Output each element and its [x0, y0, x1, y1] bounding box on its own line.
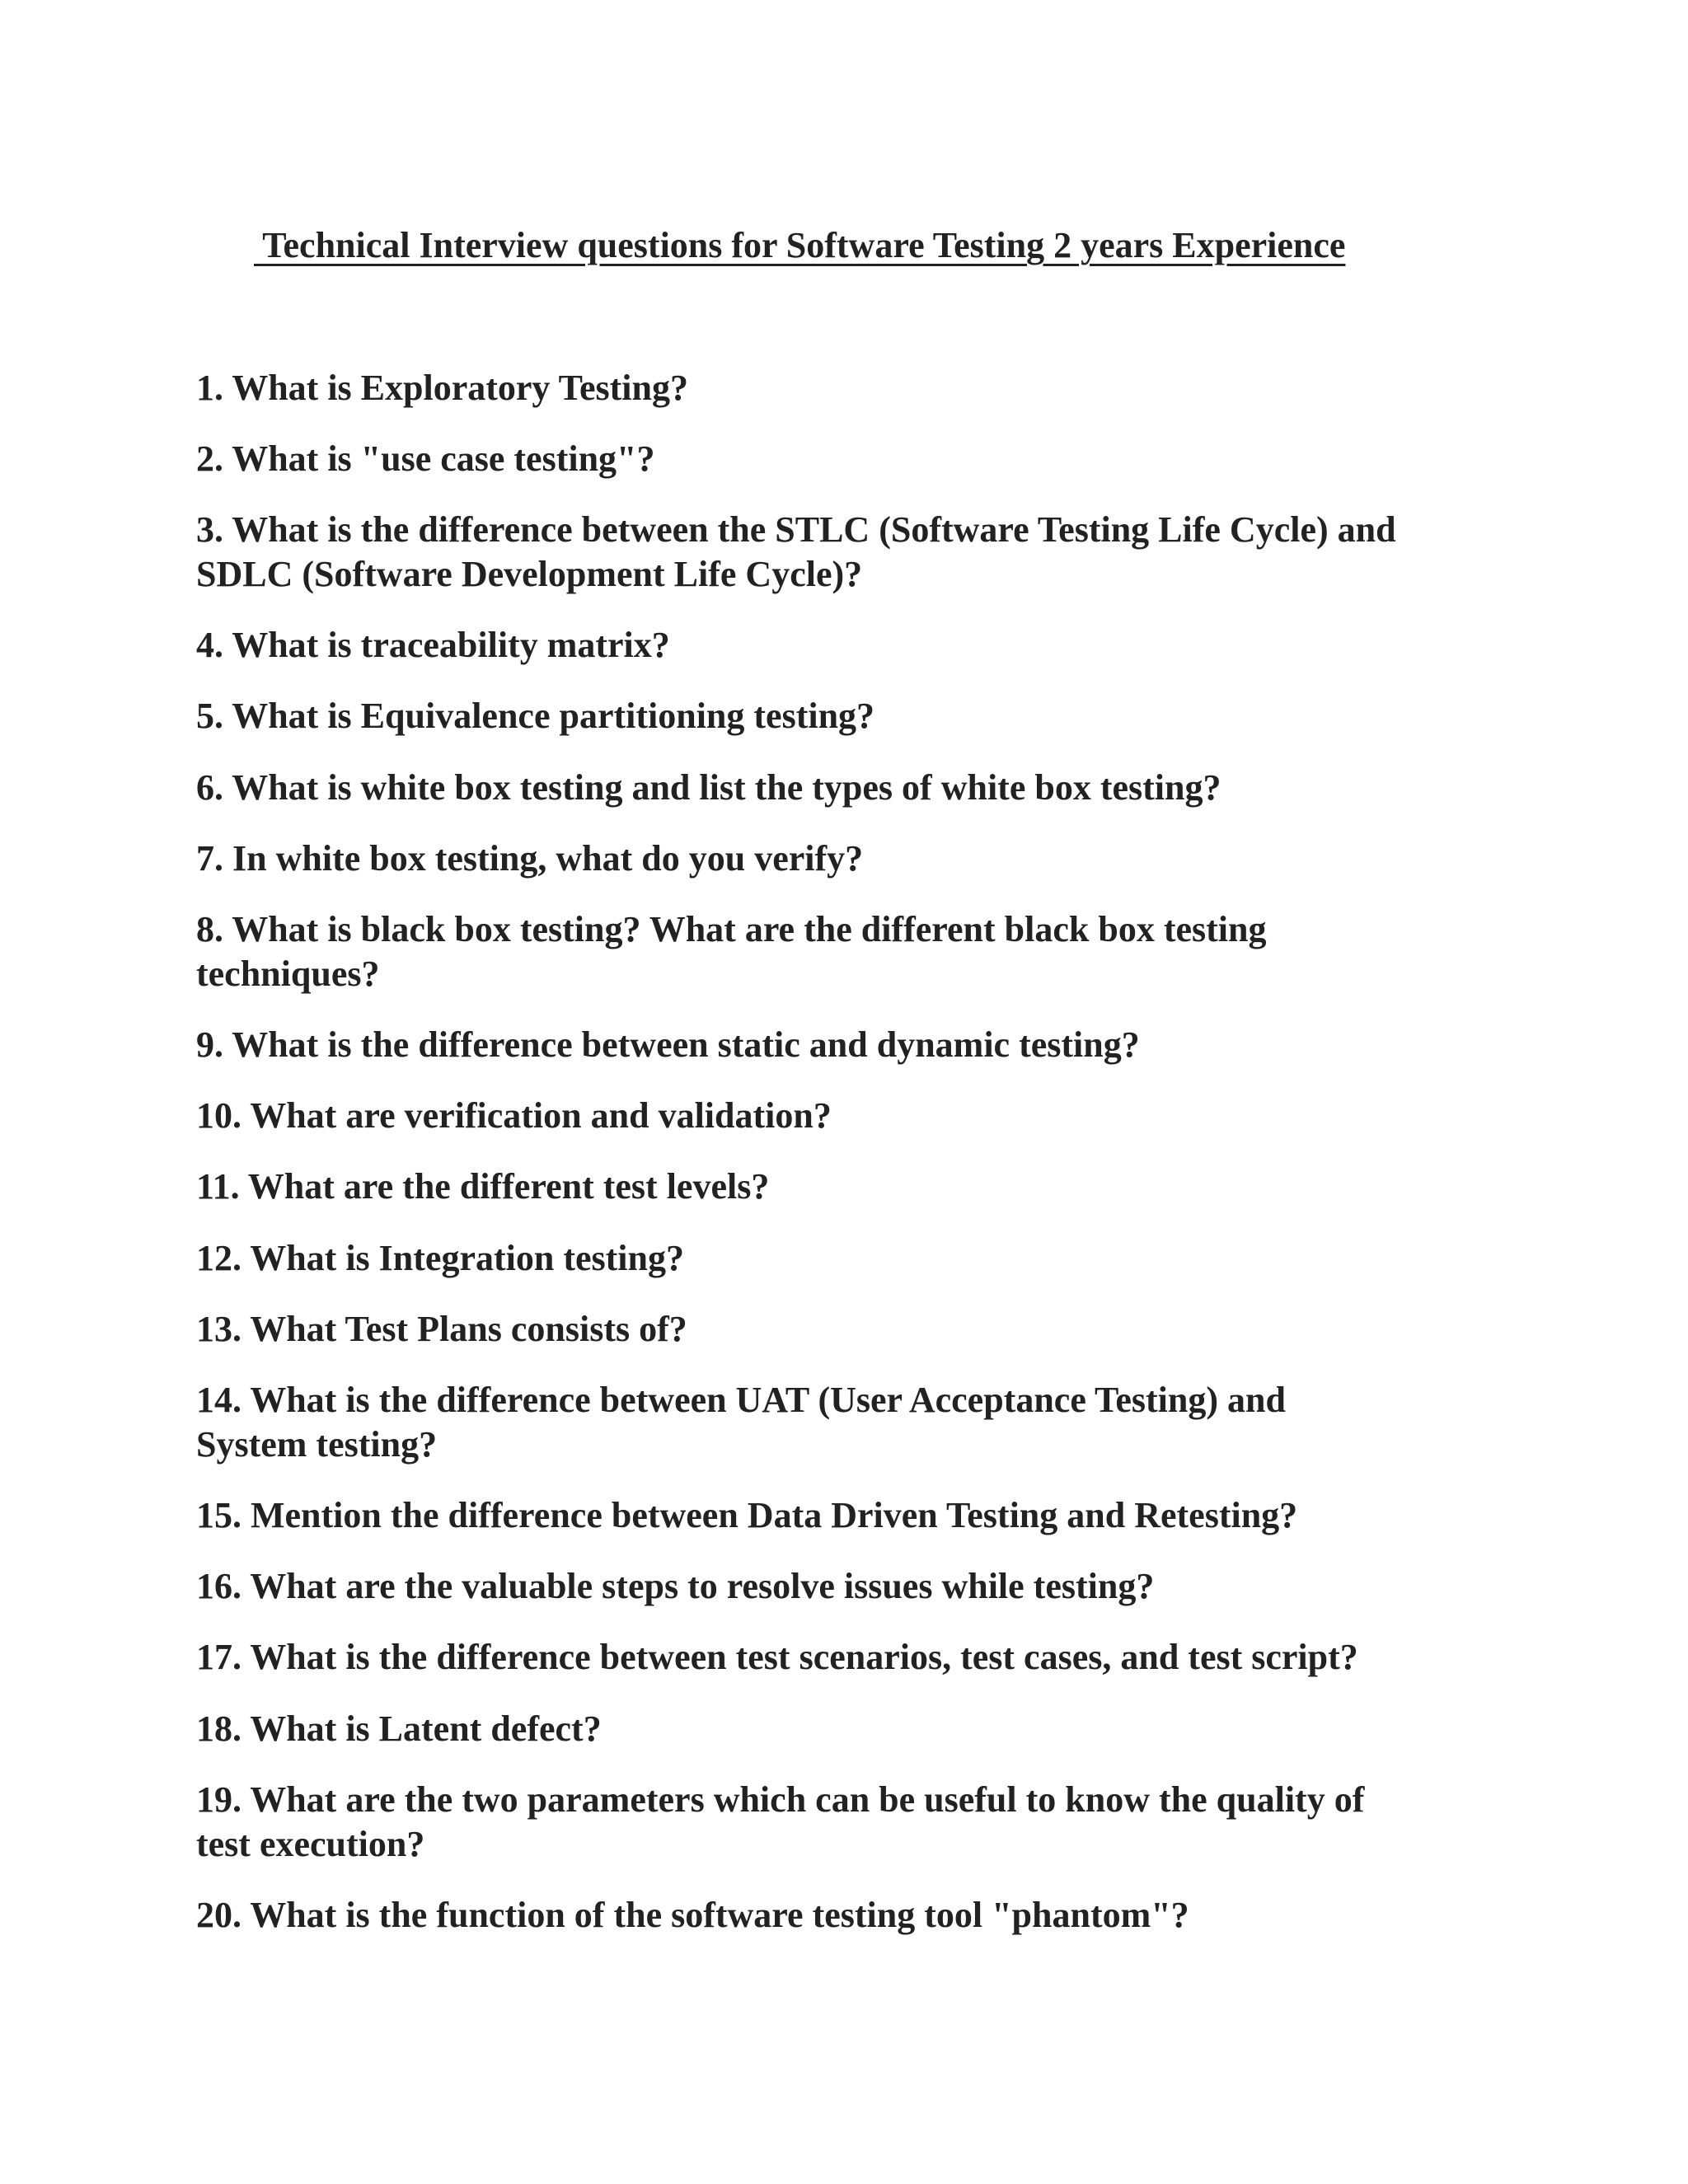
question-item	[196, 837, 1515, 881]
question-item	[196, 1094, 1515, 1138]
question-item	[196, 1493, 1515, 1538]
question-line: 19. What are the two parameters which can be useful to know the quality of	[196, 1779, 1365, 1820]
question-line: 16. What are the valuable steps to resolve issues while testing?	[196, 1566, 1155, 1606]
question-line: 8. What is black box testing? What are the different black box testing	[196, 909, 1267, 949]
question-item	[196, 1778, 1515, 1867]
question-line: SDLC (Software Development Life Cycle)?	[196, 554, 863, 594]
question-line: test execution?	[196, 1824, 425, 1864]
question-item	[196, 1707, 1515, 1751]
question-item	[196, 366, 1515, 410]
question-line: 18. What is Latent defect?	[196, 1708, 602, 1749]
question-line: 17. What is the difference between test scenarios, test cases, and test script?	[196, 1637, 1358, 1677]
question-item	[196, 766, 1515, 810]
question-item	[196, 1307, 1515, 1352]
question-line: 6. What is white box testing and list the types of white box testing?	[196, 767, 1221, 808]
question-line: 14. What is the difference between UAT (User Acceptance Testing) and	[196, 1380, 1286, 1420]
question-line: 11. What are the different test levels?	[196, 1166, 770, 1207]
question-line: 2. What is "use case testing"?	[196, 438, 655, 479]
document-title: Technical Interview questions for Software Testing 2 years Experience	[254, 225, 1346, 265]
question-item	[196, 508, 1515, 597]
question-line: 5. What is Equivalence partitioning testing?	[196, 696, 875, 736]
question-line: techniques?	[196, 954, 380, 994]
question-item	[196, 1236, 1515, 1281]
question-item	[196, 1023, 1515, 1067]
question-line: System testing?	[196, 1424, 438, 1465]
question-line: 12. What is Integration testing?	[196, 1238, 684, 1278]
question-item	[196, 1564, 1515, 1609]
question-item	[196, 1635, 1515, 1680]
question-line: 9. What is the difference between static and dynamic testing?	[196, 1024, 1140, 1065]
question-item	[196, 1378, 1515, 1467]
question-item	[196, 907, 1515, 996]
question-line: 4. What is traceability matrix?	[196, 625, 670, 665]
question-line: 7. In white box testing, what do you verify?	[196, 838, 864, 879]
question-item	[196, 623, 1515, 668]
question-item	[196, 1165, 1515, 1209]
question-line: 15. Mention the difference between Data Driven Testing and Retesting?	[196, 1495, 1298, 1535]
question-item	[196, 694, 1515, 738]
question-line: 3. What is the difference between the STLC (Software Testing Life Cycle) and	[196, 509, 1396, 550]
question-line: 1. What is Exploratory Testing?	[196, 368, 688, 408]
question-line: 20. What is the function of the software testing tool "phantom"?	[196, 1895, 1189, 1935]
question-item	[196, 437, 1515, 481]
question-line: 13. What Test Plans consists of?	[196, 1309, 687, 1349]
question-line: 10. What are verification and validation?	[196, 1095, 832, 1136]
question-item	[196, 1893, 1515, 1938]
